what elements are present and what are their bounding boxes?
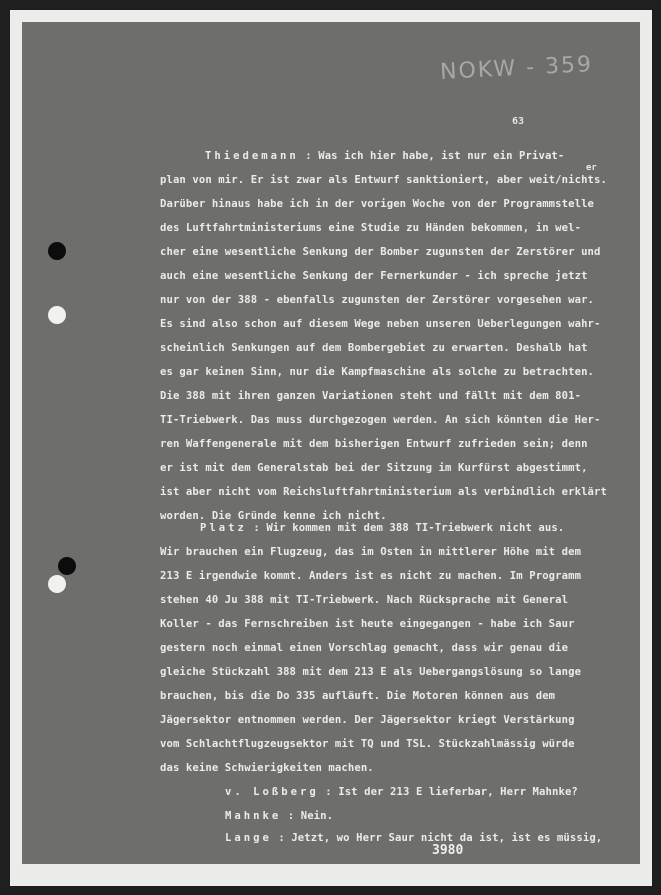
punch-hole-icon	[58, 557, 76, 575]
text-line	[205, 150, 564, 162]
line-text: : Was ich hier habe, ist nur ein Privat-	[305, 150, 565, 162]
line-text: es gar keinen Sinn, nur die Kampfmaschine als solche zu betrachten.	[160, 366, 595, 378]
speaker-name: Platz	[200, 522, 247, 534]
speaker-name: v. Loßberg	[225, 786, 319, 798]
line-text: brauchen, bis die Do 335 aufläuft. Die Motoren können aus dem	[160, 690, 556, 702]
text-line	[160, 366, 594, 378]
text-line	[160, 270, 588, 282]
text-line	[225, 832, 602, 844]
line-text: des Luftfahrtministeriums eine Studie zu Händen bekommen, in wel-	[160, 222, 582, 234]
line-text: auch eine wesentliche Senkung der Fernerkunder - ich spreche jetzt	[160, 270, 588, 282]
line-text: scheinlich Senkungen auf dem Bombergebiet zu erwarten. Deshalb hat	[160, 342, 588, 354]
text-line	[160, 762, 374, 774]
line-text: cher eine wesentliche Senkung der Bomber zugunsten der Zerstörer und	[160, 246, 601, 258]
text-line	[160, 570, 581, 582]
line-text: ren Waffengenerale mit dem bisherigen Entwurf zufrieden sein; denn	[160, 438, 588, 450]
line-text: vom Schlachtflugzeugsektor mit TQ und TSL. Stückzahlmässig würde	[160, 738, 575, 750]
text-line	[160, 246, 601, 258]
line-text: nur von der 388 - ebenfalls zugunsten der Zerstörer vorgesehen war.	[160, 294, 595, 306]
page-number: 63	[512, 116, 525, 127]
speaker-name: Lange	[225, 832, 272, 844]
text-line	[160, 318, 601, 330]
text-line	[160, 438, 588, 450]
text-line	[160, 174, 607, 186]
line-text: Jägersektor entnommen werden. Der Jägersektor kriegt Verstärkung	[160, 714, 575, 726]
line-text: worden. Die Gründe kenne ich nicht.	[160, 510, 387, 522]
text-line	[160, 690, 555, 702]
speaker-name: Thiedemann	[205, 150, 299, 162]
line-text: stehen 40 Ju 388 mit TI-Triebwerk. Nach Rücksprache mit General	[160, 594, 569, 606]
punch-hole-icon	[48, 306, 66, 324]
line-text: er ist mit dem Generalstab bei der Sitzung im Kurfürst abgestimmt,	[160, 462, 588, 474]
line-text: das keine Schwierigkeiten machen.	[160, 762, 374, 774]
punch-hole-icon	[48, 242, 66, 260]
text-line	[225, 786, 578, 798]
line-text: Die 388 mit ihren ganzen Variationen steht und fällt mit dem 801-	[160, 390, 582, 402]
punch-hole-icon	[48, 575, 66, 593]
text-line	[160, 486, 607, 498]
text-line	[160, 594, 568, 606]
text-line	[160, 666, 581, 678]
text-line	[160, 462, 588, 474]
text-line	[160, 198, 594, 210]
document-number: 3980	[432, 843, 464, 858]
line-text: ist aber nicht vom Reichsluftfahrtministerium als verbindlich erklärt	[160, 486, 607, 498]
line-text: TI-Triebwerk. Das muss durchgezogen werden. An sich könnten die Her-	[160, 414, 601, 426]
text-line	[160, 510, 387, 522]
speaker-name: Mahnke	[225, 810, 282, 822]
text-line	[160, 546, 581, 558]
line-text: Darüber hinaus habe ich in der vorigen Woche von der Programmstelle	[160, 198, 595, 210]
line-text: Koller - das Fernschreiben ist heute eingegangen - habe ich Saur	[160, 618, 575, 630]
line-text: plan von mir. Er ist zwar als Entwurf sanktioniert, aber weit/nichts.	[160, 174, 607, 186]
bottom-margin	[22, 864, 640, 882]
line-text: Es sind also schon auf diesem Wege neben unseren Ueberlegungen wahr-	[160, 318, 601, 330]
superscript-insert: er	[586, 163, 597, 173]
line-text: : Nein.	[287, 810, 334, 822]
text-line	[160, 618, 575, 630]
text-line	[160, 714, 575, 726]
text-line	[200, 522, 564, 534]
line-text: : Wir kommen mit dem 388 TI-Triebwerk nicht aus.	[253, 522, 565, 534]
line-text: : Ist der 213 E lieferbar, Herr Mahnke?	[325, 786, 578, 798]
text-line	[160, 738, 575, 750]
line-text: 213 E irgendwie kommt. Anders ist es nicht zu machen. Im Programm	[160, 570, 582, 582]
line-text: gleiche Stückzahl 388 mit dem 213 E als Uebergangslösung so lange	[160, 666, 582, 678]
line-text: Wir brauchen ein Flugzeug, das im Osten in mittlerer Höhe mit dem	[160, 546, 582, 558]
text-line	[160, 342, 588, 354]
text-line	[160, 642, 568, 654]
text-line	[160, 414, 601, 426]
archive-stamp: NOKW - 359	[439, 52, 594, 85]
line-text: : Jetzt, wo Herr Saur nicht da ist, ist es müssig,	[278, 832, 603, 844]
line-text: gestern noch einmal einen Vorschlag gemacht, dass wir genau die	[160, 642, 569, 654]
text-line	[160, 390, 581, 402]
text-line	[160, 222, 581, 234]
text-line	[225, 810, 333, 822]
text-line	[160, 294, 594, 306]
